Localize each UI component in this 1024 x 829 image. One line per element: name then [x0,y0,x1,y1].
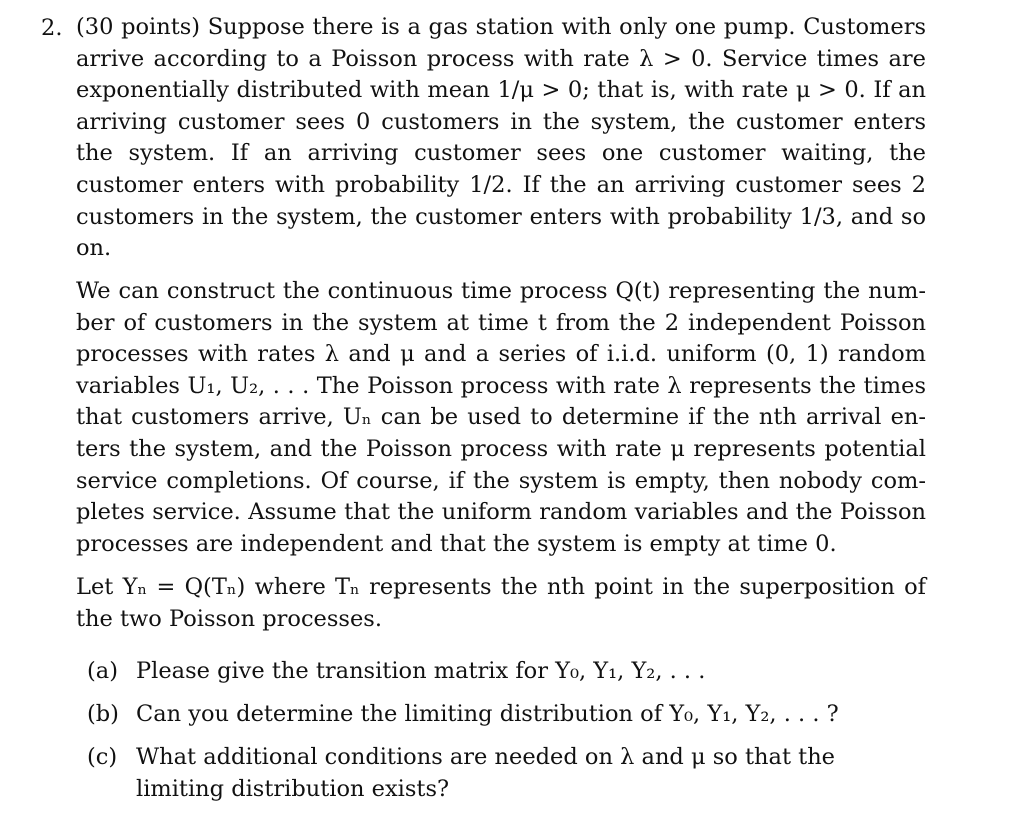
process-construction-paragraph: We can construct the continuous time process Q(t) representing the number of customers in the system at time t from the 2 independent Poisson processes with rates λ and μ and a series of i.i.d. uniform (0, 1) random variables U₁, U₂, . . . The Poisson process with rate λ represents the times that customers arrive, Uₙ can be used to determine if the nth arrival enters the system, and the Poisson process with rate μ represents potential service completions. Of course, if the system is empty, then nobody completes service. Assume that the uniform random variables and the Poisson processes are independent and that the system is empty at time 0. [76,278,926,557]
problem-number: 2. [41,15,63,41]
part-text: Please give the transition matrix for Y₀, Y₁, Y₂, . . . [136,658,706,684]
part-text: What additional conditions are needed on λ and μ so that the limiting distribution exists? [136,744,835,802]
question-part-b [87,699,927,731]
question-part-a [87,656,927,688]
part-label: (a) [87,658,118,684]
problem-statement: (30 points) Suppose there is a gas station with only one pump. Customers arrive according to a Poisson process with rate λ > 0. Service times are exponentially distributed with mean 1/μ > 0; that is, with rate μ > 0. If an arriving customer sees 0 customers in the system, the customer enters the system. If an arriving customer sees one customer waiting, the customer enters with probability 1/2. If the an arriving customer sees 2 customers in the system, the customer enters with probability 1/3, and so on. [76,14,926,262]
question-part-c [87,742,927,805]
embedded-chain-definition: Let Yₙ = Q(Tₙ) where Tₙ represents the nth point in the superposition of the two Poisson processes. [76,574,926,632]
part-text: Can you determine the limiting distribution of Y₀, Y₁, Y₂, . . . ? [136,701,839,727]
part-label: (b) [87,701,119,727]
part-label: (c) [87,744,118,770]
